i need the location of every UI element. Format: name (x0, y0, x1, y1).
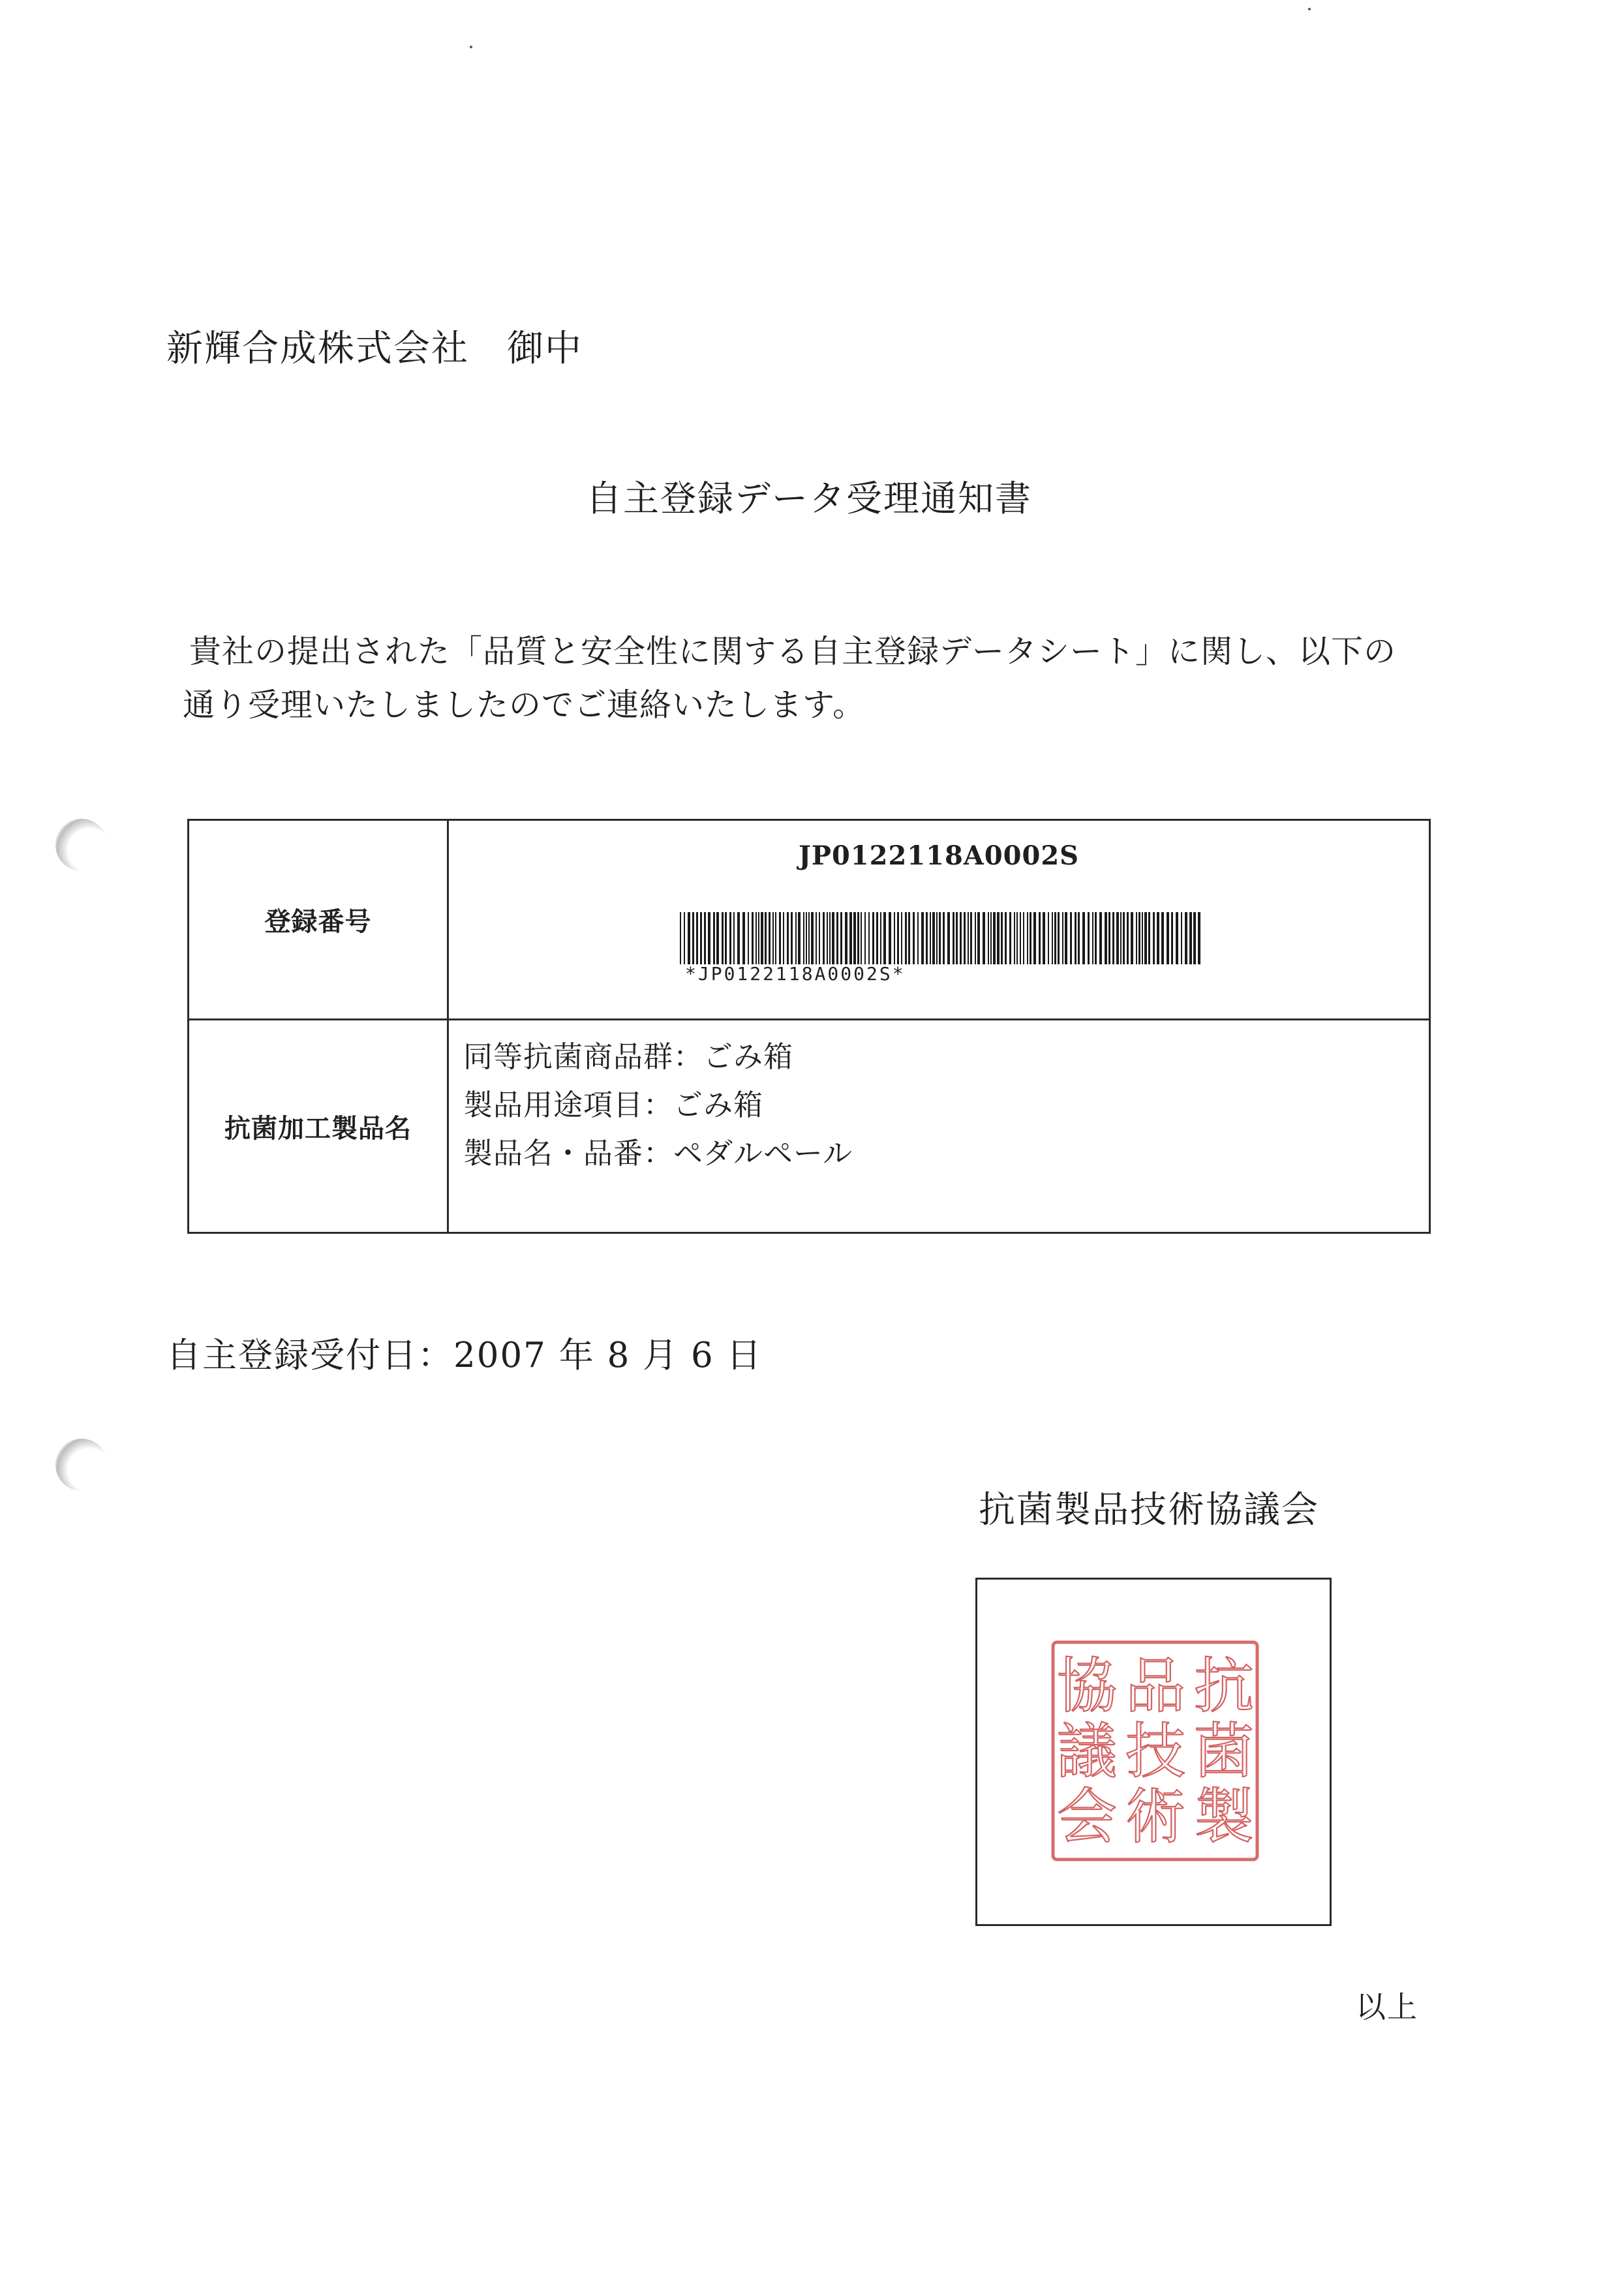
barcode-bar (1142, 912, 1143, 964)
barcode-bar (876, 912, 878, 964)
barcode-bar (827, 912, 828, 964)
closing-remark: 以上 (1356, 1989, 1418, 2025)
barcode-bar (1082, 912, 1085, 964)
barcode-bar (772, 912, 774, 964)
barcode-bar (932, 912, 935, 964)
seal-character: 協 (1056, 1651, 1118, 1721)
barcode-bar (1023, 912, 1024, 964)
barcode-bar (1075, 912, 1076, 964)
addressee: 新輝合成株式会社 御中 (166, 328, 583, 370)
body-line-1: 貴社の提出された「品質と安全性に関する自主登録データシート」に関し、以下の (189, 633, 1397, 670)
barcode-bar (1144, 912, 1147, 964)
barcode-bar (1161, 912, 1164, 964)
barcode-bar (748, 912, 749, 964)
barcode-bar (769, 912, 771, 964)
seal-character: 品 (1125, 1651, 1186, 1721)
barcode-bar (880, 912, 881, 964)
barcode-bar (983, 912, 985, 964)
body-line-2: 通り受理いたしましたのでご連絡いたします。 (183, 686, 866, 724)
barcode-bar (722, 912, 724, 964)
barcode-bar (819, 912, 820, 964)
barcode-bar (798, 912, 801, 964)
barcode-bar (864, 912, 866, 964)
product-name-line: 製品名・品番：ペダルペール (463, 1136, 853, 1171)
barcode-bar (1065, 912, 1067, 964)
barcode-bar (1193, 912, 1196, 964)
barcode-bar (1078, 912, 1080, 964)
official-seal-stamp (1049, 1638, 1261, 1863)
barcode-bar (1027, 912, 1028, 964)
body-paragraph (183, 625, 1461, 732)
barcode-caption: *JP0122118A0002S* (685, 963, 906, 985)
barcode-bar (993, 912, 996, 964)
barcode-bar (1058, 912, 1060, 964)
barcode-bar (1153, 912, 1155, 964)
barcode-bar (930, 912, 931, 964)
barcode-bar (943, 912, 945, 964)
barcode-bar (1043, 912, 1045, 964)
barcode-bar (783, 912, 784, 964)
barcode-bar (988, 912, 989, 964)
barcode-bar (1127, 912, 1129, 964)
barcode-bar (1105, 912, 1107, 964)
barcode-bar (716, 912, 719, 964)
barcode-bar (680, 912, 681, 964)
seal-character: 菌 (1193, 1717, 1255, 1786)
product-details (463, 1033, 853, 1178)
scan-speck (1308, 8, 1311, 10)
barcode-bar (684, 912, 685, 964)
barcode-bar (901, 912, 902, 964)
barcode-bar (1131, 912, 1133, 964)
product-name-label: 抗菌加工製品名 (224, 1112, 412, 1144)
barcode-bar (791, 912, 793, 964)
barcode-bar (1123, 912, 1125, 964)
barcode-bar (713, 912, 715, 964)
barcode-bar (758, 912, 759, 964)
barcode-bar (1189, 912, 1192, 964)
barcode-bar (1088, 912, 1090, 964)
issuer-name: 抗菌製品技術協議会 (979, 1489, 1319, 1531)
barcode-bar (947, 912, 950, 964)
barcode-bar (811, 912, 814, 964)
barcode-bar (742, 912, 745, 964)
punch-hole-top (55, 819, 108, 871)
barcode-bar (921, 912, 924, 964)
barcode-bar (936, 912, 938, 964)
barcode-bar (975, 912, 976, 964)
barcode-bar (808, 912, 810, 964)
barcode-bar (832, 912, 834, 964)
document-title: 自主登録データ受理通知書 (585, 478, 1032, 519)
barcode-bar (1014, 912, 1015, 964)
registration-number-label: 登録番号 (264, 906, 372, 937)
barcode-bar (725, 912, 727, 964)
barcode-bar (1039, 912, 1041, 964)
barcode-bar (894, 912, 895, 964)
barcode (680, 912, 1202, 964)
barcode-bar (977, 912, 980, 964)
barcode-bar (997, 912, 1000, 964)
barcode-bar (872, 912, 874, 964)
barcode-bar (897, 912, 899, 964)
barcode-bar (857, 912, 859, 964)
barcode-bar (1092, 912, 1093, 964)
seal-character: 術 (1125, 1782, 1186, 1852)
barcode-bar (964, 912, 966, 964)
barcode-bar (1062, 912, 1063, 964)
barcode-bar (889, 912, 891, 964)
barcode-bar (1171, 912, 1173, 964)
barcode-bar (1108, 912, 1110, 964)
seal-character: 技 (1125, 1717, 1186, 1786)
barcode-bar (823, 912, 825, 964)
barcode-bar (795, 912, 797, 964)
seal-character: 会 (1056, 1782, 1118, 1852)
barcode-bar (829, 912, 831, 964)
barcode-bar (1009, 912, 1011, 964)
barcode-bar (953, 912, 954, 964)
barcode-bar (806, 912, 807, 964)
barcode-bar (756, 912, 757, 964)
scan-speck (470, 46, 472, 48)
barcode-bar (729, 912, 731, 964)
product-group-line: 同等抗菌商品群：ごみ箱 (463, 1039, 794, 1074)
barcode-bar (939, 912, 941, 964)
barcode-bar (700, 912, 702, 964)
seal-box (975, 1578, 1332, 1926)
barcode-bar (761, 912, 763, 964)
punch-hole-bottom (55, 1439, 108, 1491)
registration-table (187, 819, 1431, 1234)
barcode-bar (1054, 912, 1056, 964)
barcode-bar (968, 912, 969, 964)
barcode-bar (1048, 912, 1049, 964)
seal-character: 製 (1193, 1782, 1255, 1852)
barcode-bar (1148, 912, 1150, 964)
barcode-bar (960, 912, 962, 964)
barcode-bar (956, 912, 958, 964)
barcode-bar (765, 912, 767, 964)
barcode-bar (1198, 912, 1200, 964)
barcode-bar (1030, 912, 1031, 964)
registration-number: JP0122118A0002S (798, 840, 1080, 871)
barcode-bar (970, 912, 972, 964)
barcode-bar (908, 912, 910, 964)
barcode-bar (1185, 912, 1187, 964)
product-use-line: 製品用途項目：ごみ箱 (463, 1088, 764, 1122)
barcode-bar (883, 912, 886, 964)
barcode-bar (1001, 912, 1003, 964)
barcode-bar (1020, 912, 1021, 964)
barcode-bar (1181, 912, 1182, 964)
barcode-bar (688, 912, 690, 964)
barcode-bar (861, 912, 862, 964)
barcode-bar (913, 912, 915, 964)
barcode-bar (1136, 912, 1137, 964)
barcode-bar (1099, 912, 1102, 964)
seal-character: 議 (1056, 1717, 1118, 1786)
barcode-bar (779, 912, 781, 964)
barcode-bar (1138, 912, 1140, 964)
barcode-bar (1176, 912, 1178, 964)
barcode-bar (787, 912, 789, 964)
barcode-bar (926, 912, 928, 964)
barcode-bar (1120, 912, 1122, 964)
barcode-bar (1116, 912, 1119, 964)
barcode-bar (692, 912, 694, 964)
barcode-bar (1157, 912, 1159, 964)
barcode-bar (868, 912, 870, 964)
barcode-bar (1112, 912, 1114, 964)
barcode-bar (853, 912, 856, 964)
table-divider-vertical (447, 821, 449, 1232)
barcode-bar (1016, 912, 1018, 964)
barcode-bar (990, 912, 992, 964)
barcode-bar (845, 912, 847, 964)
barcode-bar (1005, 912, 1007, 964)
seal-character: 抗 (1193, 1651, 1255, 1721)
barcode-bar (704, 912, 706, 964)
barcode-bar (1070, 912, 1072, 964)
barcode-bar (849, 912, 852, 964)
barcode-bar (1095, 912, 1097, 964)
barcode-bar (737, 912, 740, 964)
barcode-bar (905, 912, 907, 964)
barcode-bar (1033, 912, 1036, 964)
barcode-bar (708, 912, 710, 964)
registration-date: 自主登録受付日：2007 年 8 月 6 日 (166, 1336, 763, 1375)
barcode-bar (840, 912, 842, 964)
barcode-bar (775, 912, 776, 964)
barcode-bar (752, 912, 754, 964)
barcode-bar (816, 912, 817, 964)
barcode-bar (696, 912, 698, 964)
barcode-bar (803, 912, 804, 964)
barcode-bar (1167, 912, 1169, 964)
barcode-bar (917, 912, 919, 964)
barcode-bar (1052, 912, 1053, 964)
barcode-bar (733, 912, 735, 964)
barcode-bar (836, 912, 838, 964)
